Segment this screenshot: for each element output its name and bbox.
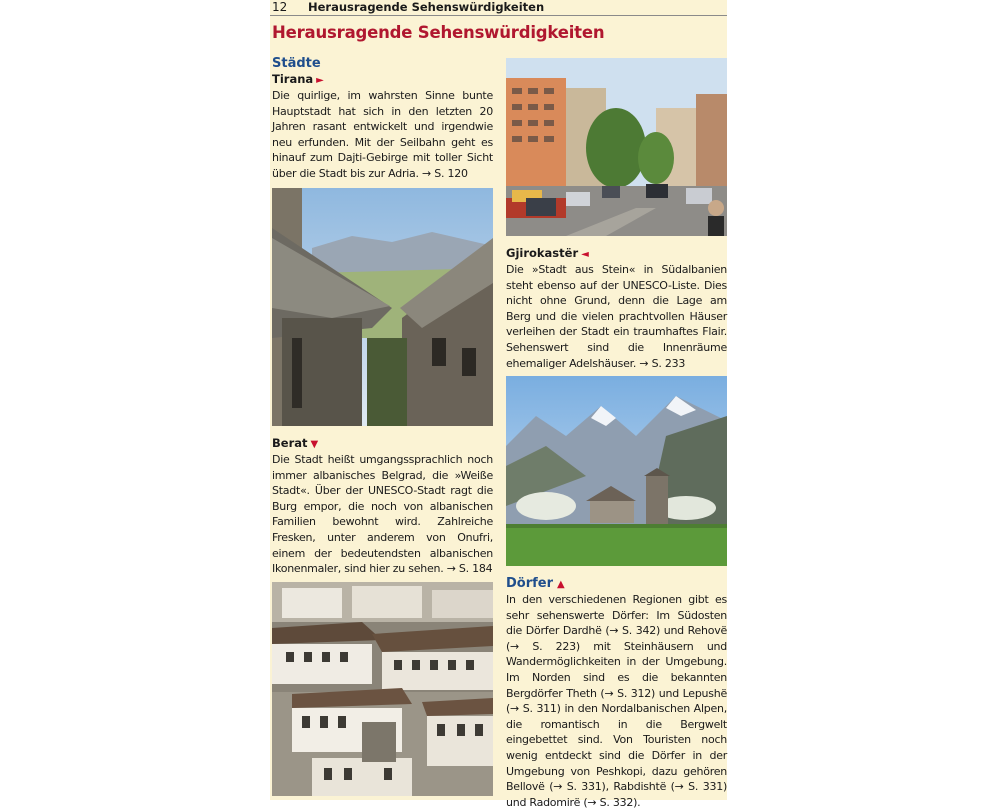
paragraph-gjirokaster: Die »Stadt aus Stein« in Südalbanien steht ebenso auf der UNESCO-Liste. Dies nicht ohne Grund, denn die Lage am Berg und die vielen prachtvollen Häuser verleihen der Stadt ein traumhaftes Flair. Sehenswert sind die Innenräume ehemaliger Adelshäuser. → S. 233 — [506, 263, 727, 370]
heading-tirana-label: Tirana — [272, 72, 314, 86]
paragraph-berat: Die Stadt heißt umgangssprachlich noch immer albanisches Belgrad, die »Weiße Stadt«. Über der UNESCO-Stadt ragt die Burg empor, die noch von albanischen Familien bewohnt wird. Zahlreiche Fresken, unter anderem von Onufri, einem der bedeutendsten albanischen Ikonenmaler, sind hier zu sehen. → S. 184 — [272, 453, 493, 576]
photo-berat-houses — [272, 582, 493, 796]
heading-villages-label: Dörfer — [506, 576, 554, 591]
page-number: 12 — [272, 0, 288, 14]
page-title: Herausragende Sehenswürdigkeiten — [272, 23, 605, 42]
heading-villages — [506, 576, 565, 593]
heading-berat-label: Berat — [272, 436, 308, 450]
section-heading-cities: Städte — [272, 56, 321, 71]
arrow-down-marker-icon: ▼ — [310, 439, 319, 450]
photo-tirana-street — [506, 58, 727, 236]
heading-tirana — [272, 72, 324, 88]
running-title: Herausragende Sehenswürdigkeiten — [308, 0, 545, 14]
heading-berat — [272, 436, 318, 452]
arrow-up-marker-icon: ▲ — [557, 579, 565, 590]
heading-gjirokaster — [506, 246, 589, 262]
arrow-right-marker-icon: ► — [316, 75, 324, 86]
photo-gjirokaster-rooftops — [272, 188, 493, 426]
arrow-left-marker-icon: ◄ — [581, 249, 589, 260]
running-header — [270, 0, 727, 16]
paragraph-tirana: Die quirlige, im wahrsten Sinne bunte Hauptstadt hat sich in den letzten 20 Jahren rasant entwickelt und irgendwie neu erfunden. Mit der Seilbahn geht es hinauf zum Dajti-Gebirge mit toller Sicht über die Stadt bis zur Adria. → S. 120 — [272, 89, 493, 180]
photo-theth-village — [506, 376, 727, 566]
paragraph-villages: In den verschiedenen Regionen gibt es sehr sehenswerte Dörfer: Im Südosten die Dörfer Dardhë (→ S. 342) und Rehovë (→ S. 223) mit Steinhäusern und Wandermöglichkeiten in der Umgebung. Im Norden sind es die bekannten Bergdörfer Theth (→ S. 312) und Lepushë (→ S. 311) in den Nordalbanischen Alpen, die romantisch in die Bergwelt eingebettet sind. Von Touristen noch wenig entdeckt sind die Dörfer in der Umgebung von Peshkopi, dazu gehören Bellovë (→ S. 331), Rabdishtë (→ S. 331) und Radomirë (→ S. 332). — [506, 593, 727, 809]
heading-gjirokaster-label: Gjirokastër — [506, 246, 579, 260]
